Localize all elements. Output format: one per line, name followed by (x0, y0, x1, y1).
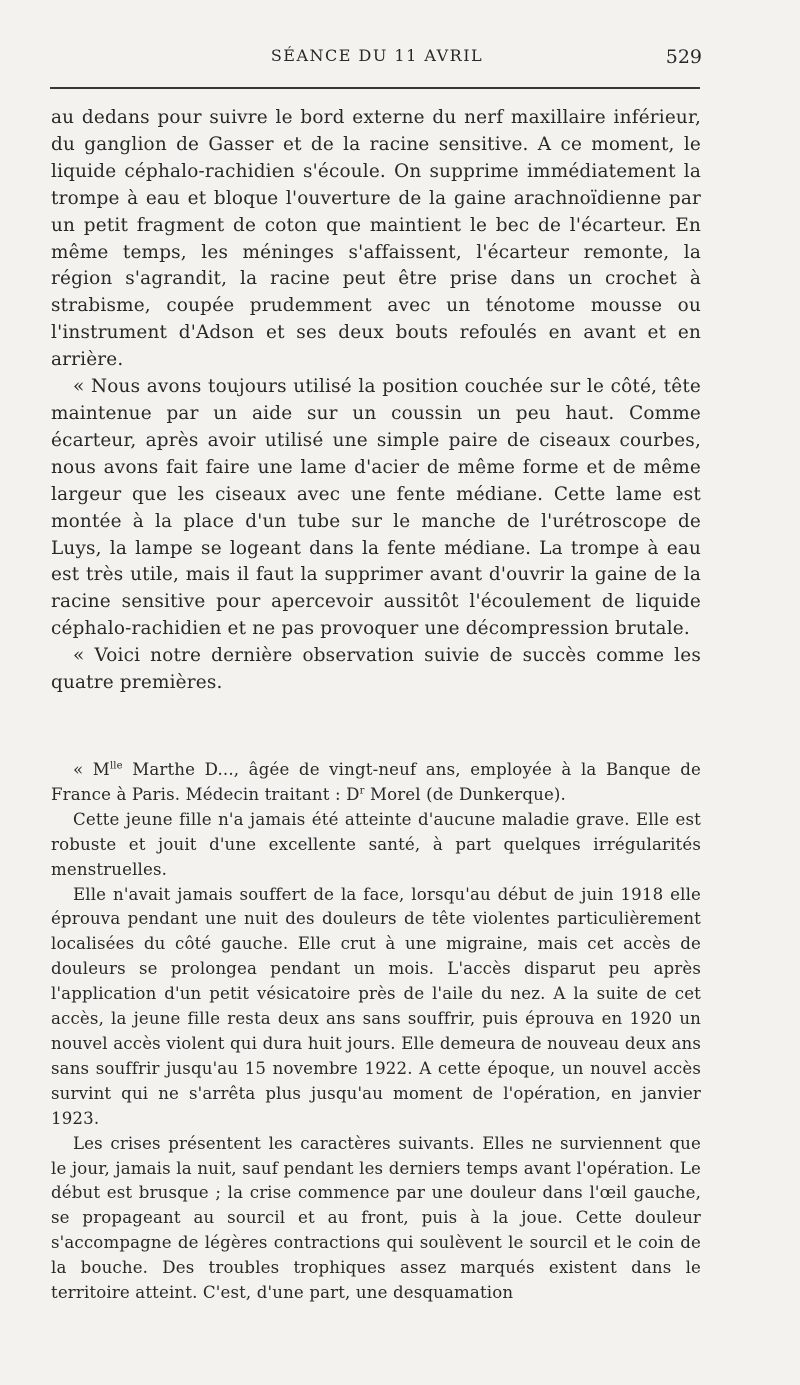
patient-line-open: « M (73, 760, 110, 779)
page-header (52, 46, 702, 74)
observation-patient-line (51, 758, 701, 808)
observation-text (51, 758, 701, 1306)
paragraph-observation-intro: « Voici notre dernière observation suivie de succès comme les quatre premières. (51, 645, 701, 694)
header-rule (50, 87, 700, 89)
patient-title-sup: lle (109, 760, 123, 772)
running-title: SÉANCE DU 11 AVRIL (270, 46, 484, 65)
doctor-title-sup: r (359, 785, 365, 797)
observation-paragraph-health: Cette jeune fille n'a jamais été atteinte d'aucune maladie grave. Elle est robuste et jouit d'une excellente santé, à part quelques irrégularités menstruelles. (51, 809, 701, 879)
main-text (51, 105, 701, 697)
patient-line-mid: Marthe D..., âgée de vingt-neuf ans, employée à la Banque de France à Paris. Médecin traitant : D (51, 760, 701, 804)
patient-line-end: Morel (de Dunkerque). (364, 784, 566, 804)
paragraph-continuation: au dedans pour suivre le bord externe du nerf maxillaire inférieur, du ganglion de Gasser et de la racine sensitive. A ce moment, le liquide céphalo-rachidien s'écoule. On supprime immédiatement la trompe à eau et bloque l'ouverture de la gaine arachnoïdienne par un petit fragment de coton que maintient le bec de l'écarteur. En même temps, les méninges s'affaissent, l'écarteur remonte, la région s'agrandit, la racine peut être prise dans un crochet à strabisme, coupée prudemment avec un ténotome mousse ou l'instrument d'Adson et ses deux bouts refoulés en avant et en arrière. (51, 107, 701, 371)
page-number: 529 (665, 46, 702, 68)
observation-paragraph-crises: Les crises présentent les caractères suivants. Elles ne surviennent que le jour, jamais la nuit, sauf pendant les derniers temps avant l'opération. Le début est brusque ; la crise commence par une douleur dans l'œil gauche, se propageant au sourcil et au front, puis à la joue. Cette douleur s'accompagne de légères contractions qui soulèvent le sourcil et le coin de la bouche. Des troubles trophiques assez marqués existent dans le territoire atteint. C'est, d'une part, une desquamation (51, 1133, 701, 1303)
paragraph-technique: « Nous avons toujours utilisé la position couchée sur le côté, tête maintenue par un aide sur un coussin un peu haut. Comme écarteur, après avoir utilisé une simple paire de ciseaux courbes, nous avons fait faire une lame d'acier de même forme et de même largeur que les ciseaux avec une fente médiane. Cette lame est montée à la place d'un tube sur le manche de l'urétroscope de Luys, la lampe se logeant dans la fente médiane. La trompe à eau est très utile, mais il faut la supprimer avant d'ouvrir la gaine de la racine sensitive pour apercevoir aussitôt l'écoulement de liquide céphalo-rachidien et ne pas provoquer une décompression brutale. (51, 376, 701, 640)
observation-paragraph-history: Elle n'avait jamais souffert de la face, lorsqu'au début de juin 1918 elle éprouva pendant une nuit des douleurs de tête violentes particulièrement localisées du côté gauche. Elle crut à une migraine, mais cet accès de douleurs se prolongea pendant un mois. L'accès disparut peu après l'application d'un petit vésicatoire près de l'aile du nez. A la suite de cet accès, la jeune fille resta deux ans sans souffrir, puis éprouva en 1920 un nouvel accès violent qui dura huit jours. Elle demeura de nouveau deux ans sans souffrir jusqu'au 15 novembre 1922. A cette époque, un nouvel accès survint qui ne s'arrêta plus jusqu'au moment de l'opération, en janvier 1923. (51, 884, 701, 1128)
